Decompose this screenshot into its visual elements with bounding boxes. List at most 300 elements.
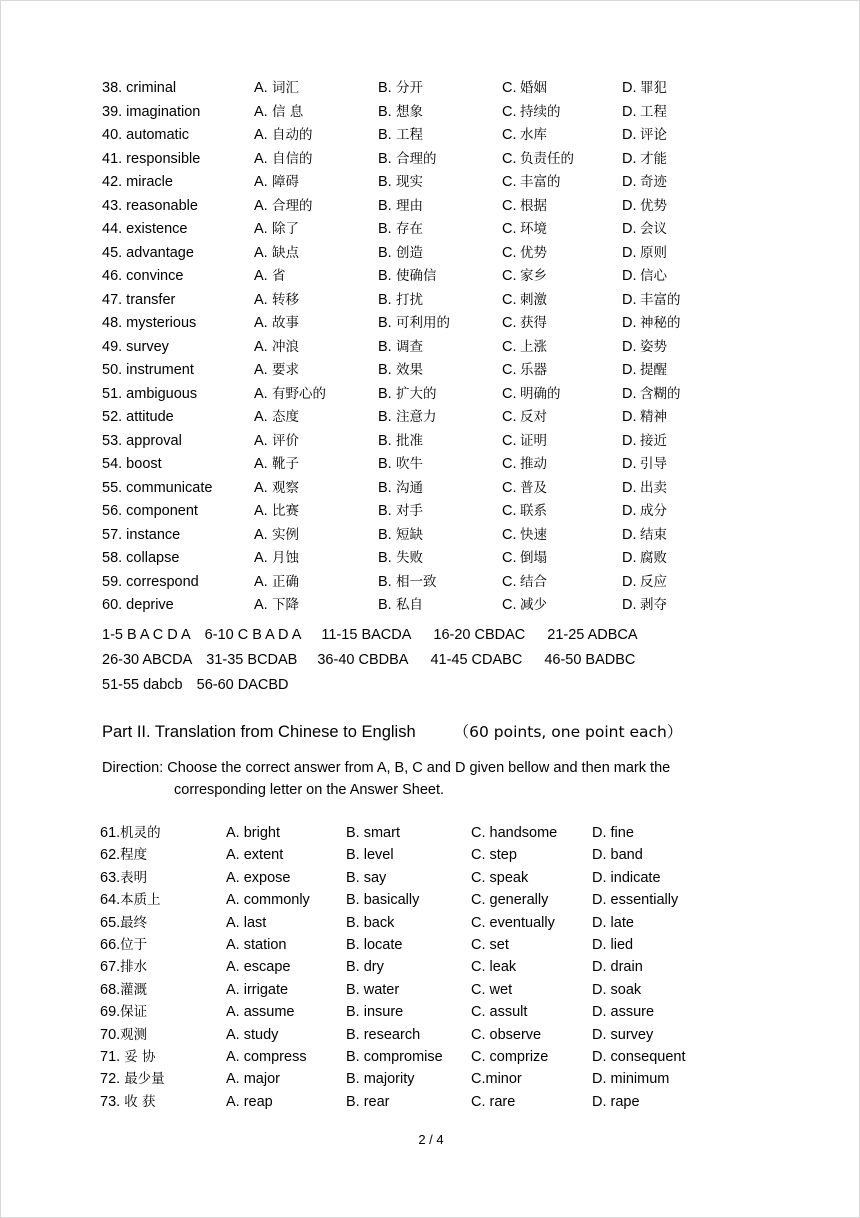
option-c[interactable]: C.minor [471, 1071, 522, 1088]
option-a[interactable] [254, 406, 299, 430]
option-b[interactable] [378, 500, 423, 524]
question-number: 73. [100, 1093, 125, 1110]
option-letter-c: C. [502, 150, 517, 167]
question-number: 72. [100, 1071, 125, 1088]
option-a[interactable] [254, 124, 313, 148]
option-text-c: 获得 [520, 315, 547, 331]
question-chinese-word: 程度 [120, 847, 148, 864]
option-d[interactable]: D. essentially [592, 892, 679, 909]
option-text-a: 有野心的 [272, 385, 326, 402]
vocabulary-row [102, 406, 802, 430]
question-number-and-word [100, 1001, 147, 1023]
option-text-a: 除了 [272, 221, 299, 237]
option-letter-d: D. [622, 244, 637, 261]
option-b[interactable]: B. majority [346, 1071, 415, 1088]
answer-key-group: 41-45 CDABC [430, 652, 523, 668]
answer-key-group: 51-55 dabcb [102, 677, 183, 693]
question-number-and-word: 47. transfer [102, 291, 176, 308]
option-c[interactable] [502, 524, 547, 548]
option-a[interactable] [254, 336, 299, 360]
option-text-c: 乐器 [520, 362, 547, 378]
option-text-d: 丰富的 [640, 291, 681, 308]
option-d[interactable] [622, 477, 667, 501]
option-d[interactable]: D. minimum [592, 1071, 670, 1088]
question-number: 67. [100, 959, 121, 976]
option-text-a: 冲浪 [272, 338, 299, 355]
vocabulary-row [102, 77, 802, 101]
question-number: 69. [100, 1004, 121, 1021]
option-text-a: 正确 [272, 573, 299, 590]
option-b[interactable]: B. level [346, 847, 394, 864]
option-d[interactable] [622, 500, 667, 524]
option-b[interactable] [378, 477, 423, 501]
option-text-d: 奇迹 [640, 174, 667, 190]
question-number-and-word: 48. mysterious [102, 315, 197, 331]
option-text-b: 扩大的 [396, 385, 437, 402]
option-text-d: 优势 [640, 197, 667, 214]
option-text-d: 才能 [640, 150, 667, 167]
translation-row [100, 1091, 800, 1113]
question-number-and-word: 42. miracle [102, 174, 173, 190]
option-a[interactable] [254, 195, 313, 219]
option-a[interactable]: A. reap [226, 1093, 273, 1110]
option-letter-b: B. [378, 456, 392, 472]
vocabulary-row [102, 195, 802, 219]
option-b[interactable] [378, 195, 423, 219]
option-letter-b: B. [378, 362, 392, 378]
option-d[interactable] [622, 547, 667, 571]
option-letter-c: C. [502, 80, 517, 96]
option-c[interactable] [502, 312, 547, 336]
option-c[interactable] [502, 336, 547, 360]
option-letter-b: B. [378, 385, 392, 402]
vocabulary-row [102, 148, 802, 172]
option-text-c: 环境 [520, 221, 547, 237]
option-text-b: 沟通 [396, 479, 423, 496]
option-a[interactable] [254, 77, 299, 101]
translation-row [100, 934, 800, 956]
translation-row [100, 1001, 800, 1023]
option-text-c: 证明 [520, 432, 547, 449]
option-letter-d: D. [622, 127, 637, 143]
option-letter-a: A. [254, 244, 268, 261]
option-d[interactable]: D. survey [592, 1026, 654, 1043]
option-a[interactable]: A. major [226, 1071, 280, 1088]
option-letter-c: C. [502, 409, 517, 425]
option-b[interactable] [378, 453, 423, 477]
option-text-c: 优势 [520, 244, 547, 261]
option-c[interactable] [502, 289, 547, 313]
option-d[interactable] [622, 265, 667, 289]
option-a[interactable] [254, 359, 299, 383]
question-number-and-word [100, 844, 147, 866]
option-b[interactable] [378, 524, 423, 548]
option-a[interactable]: A. compress [226, 1048, 307, 1065]
option-text-d: 罪犯 [640, 80, 667, 96]
question-number-and-word [100, 1046, 155, 1068]
option-d[interactable]: D. rape [592, 1093, 640, 1110]
option-text-a: 比赛 [272, 503, 299, 519]
option-a[interactable] [254, 477, 299, 501]
answer-key-line [102, 648, 802, 673]
option-b[interactable] [378, 594, 423, 618]
option-letter-a: A. [254, 268, 268, 284]
option-a[interactable]: A. commonly [226, 892, 310, 909]
question-number-and-word: 41. responsible [102, 150, 201, 167]
option-a[interactable] [254, 430, 299, 454]
option-letter-b: B. [378, 315, 392, 331]
option-c[interactable] [502, 383, 561, 407]
translation-question-list [100, 822, 800, 1113]
option-text-d: 提醒 [640, 362, 667, 378]
option-text-a: 障碍 [272, 174, 299, 190]
option-c[interactable] [502, 195, 547, 219]
direction-label: Direction: [102, 760, 164, 776]
option-a[interactable] [254, 171, 299, 195]
question-number-and-word: 57. instance [102, 526, 181, 543]
option-c[interactable] [502, 77, 547, 101]
option-text-a: 靴子 [272, 456, 299, 472]
option-d[interactable] [622, 289, 681, 313]
direction-line-2: corresponding letter on the Answer Sheet. [174, 782, 445, 798]
option-b[interactable] [378, 383, 437, 407]
option-a[interactable]: A. station [226, 936, 287, 953]
option-letter-a: A. [254, 432, 268, 449]
option-c[interactable] [502, 477, 547, 501]
question-number-and-word: 54. boost [102, 456, 162, 472]
option-text-d: 信心 [640, 268, 667, 284]
option-b[interactable] [378, 218, 423, 242]
option-a[interactable] [254, 242, 299, 266]
option-letter-b: B. [378, 80, 392, 96]
option-text-b: 注意力 [396, 409, 437, 425]
option-letter-a: A. [254, 503, 268, 519]
question-chinese-word: 收 获 [124, 1093, 156, 1110]
option-c[interactable] [502, 265, 547, 289]
option-text-c: 水库 [520, 127, 547, 143]
option-letter-b: B. [378, 244, 392, 261]
option-letter-d: D. [622, 150, 637, 167]
option-b[interactable]: B. locate [346, 936, 403, 953]
option-c[interactable] [502, 359, 547, 383]
question-number-and-word: 40. automatic [102, 127, 190, 143]
option-a[interactable]: A. bright [226, 825, 280, 841]
option-d[interactable]: D. fine [592, 825, 634, 841]
question-number-and-word: 59. correspond [102, 573, 199, 590]
option-d[interactable] [622, 171, 667, 195]
option-b[interactable] [378, 430, 423, 454]
option-a[interactable]: A. irrigate [226, 981, 289, 998]
option-letter-a: A. [254, 174, 268, 190]
option-c[interactable]: C. comprize [471, 1048, 549, 1065]
option-letter-c: C. [502, 550, 517, 566]
option-d[interactable] [622, 453, 667, 477]
option-text-a: 缺点 [272, 244, 299, 261]
option-a[interactable]: A. study [226, 1026, 279, 1043]
option-text-b: 分开 [396, 80, 423, 96]
part-two-direction [102, 757, 802, 801]
option-b[interactable] [378, 242, 423, 266]
option-c[interactable]: C. generally [471, 892, 549, 909]
option-d[interactable]: D. drain [592, 959, 643, 976]
option-c[interactable] [502, 453, 547, 477]
option-c[interactable]: C. assult [471, 1004, 528, 1021]
question-number-and-word: 43. reasonable [102, 197, 198, 214]
option-d[interactable] [622, 524, 667, 548]
question-number: 63. [100, 869, 121, 886]
option-a[interactable] [254, 383, 326, 407]
option-b[interactable]: B. smart [346, 825, 400, 841]
option-b[interactable]: B. research [346, 1026, 421, 1043]
option-a[interactable] [254, 101, 303, 125]
option-c[interactable] [502, 500, 547, 524]
option-d[interactable] [622, 218, 667, 242]
option-text-c: 倒塌 [520, 550, 547, 566]
option-b[interactable]: B. back [346, 914, 395, 931]
option-d[interactable] [622, 406, 667, 430]
option-letter-a: A. [254, 456, 268, 472]
option-letter-a: A. [254, 550, 268, 566]
option-b[interactable] [378, 171, 423, 195]
option-letter-a: A. [254, 221, 268, 237]
option-text-d: 精神 [640, 409, 667, 425]
option-d[interactable] [622, 312, 681, 336]
option-d[interactable] [622, 101, 667, 125]
option-c[interactable] [502, 124, 547, 148]
option-c[interactable] [502, 242, 547, 266]
option-c[interactable] [502, 406, 547, 430]
option-letter-d: D. [622, 268, 637, 284]
option-letter-a: A. [254, 315, 268, 331]
translation-row [100, 1024, 800, 1046]
option-text-b: 现实 [396, 174, 423, 190]
option-letter-b: B. [378, 597, 392, 613]
option-b[interactable] [378, 77, 423, 101]
option-c[interactable]: C. step [471, 847, 517, 864]
option-a[interactable] [254, 547, 299, 571]
option-letter-b: B. [378, 526, 392, 543]
option-d[interactable] [622, 359, 667, 383]
option-a[interactable]: A. escape [226, 959, 291, 976]
option-a[interactable]: A. last [226, 914, 267, 931]
option-b[interactable]: B. rear [346, 1093, 390, 1110]
option-c[interactable]: C. eventually [471, 914, 555, 931]
option-c[interactable] [502, 594, 547, 618]
option-d[interactable]: D. assure [592, 1004, 655, 1021]
option-a[interactable] [254, 218, 299, 242]
question-chinese-word: 表明 [120, 869, 148, 886]
option-d[interactable] [622, 77, 667, 101]
option-a[interactable] [254, 500, 299, 524]
translation-row [100, 1046, 800, 1068]
question-number-and-word: 51. ambiguous [102, 385, 198, 402]
question-number-and-word [100, 912, 147, 934]
option-letter-c: C. [502, 221, 517, 237]
option-text-b: 短缺 [396, 526, 423, 543]
option-b[interactable] [378, 148, 437, 172]
option-c[interactable] [502, 148, 574, 172]
option-b[interactable]: B. basically [346, 892, 420, 909]
option-text-d: 会议 [640, 221, 667, 237]
answer-key-group: 1-5 B A C D A [102, 627, 191, 643]
option-c[interactable]: C. wet [471, 981, 513, 998]
vocabulary-row [102, 430, 802, 454]
part-two-points: （60 points, one point each） [453, 723, 683, 741]
answer-key-group: 11-15 BACDA [321, 627, 412, 643]
option-d[interactable] [622, 148, 667, 172]
option-b[interactable]: B. water [346, 981, 400, 998]
option-text-b: 使确信 [396, 268, 437, 284]
question-chinese-word: 位于 [120, 936, 148, 953]
translation-row [100, 822, 800, 844]
question-number-and-word [100, 1091, 155, 1113]
option-text-c: 反对 [520, 409, 547, 425]
option-a[interactable]: A. extent [226, 847, 284, 864]
option-letter-a: A. [254, 479, 268, 496]
option-text-c: 减少 [520, 597, 547, 613]
option-d[interactable]: D. consequent [592, 1048, 686, 1065]
option-c[interactable]: C. set [471, 936, 509, 953]
option-c[interactable]: C. handsome [471, 825, 558, 841]
option-d[interactable] [622, 594, 667, 618]
option-text-d: 反应 [640, 573, 667, 590]
option-b[interactable] [378, 101, 423, 125]
option-text-b: 存在 [396, 221, 423, 237]
option-b[interactable] [378, 124, 423, 148]
option-b[interactable] [378, 406, 437, 430]
option-a[interactable] [254, 524, 299, 548]
option-letter-c: C. [502, 432, 517, 449]
option-d[interactable]: D. lied [592, 936, 634, 953]
option-text-b: 私自 [396, 597, 423, 613]
option-d[interactable] [622, 571, 667, 595]
option-d[interactable]: D. late [592, 914, 634, 931]
option-letter-c: C. [502, 174, 517, 190]
option-c[interactable] [502, 101, 561, 125]
option-b[interactable] [378, 547, 423, 571]
option-letter-a: A. [254, 338, 268, 355]
translation-row [100, 979, 800, 1001]
option-a[interactable] [254, 265, 286, 289]
option-text-b: 吹牛 [396, 456, 423, 472]
question-number-and-word: 60. deprive [102, 597, 174, 613]
option-d[interactable]: D. indicate [592, 869, 661, 886]
question-number-and-word [100, 867, 147, 889]
vocabulary-row [102, 453, 802, 477]
option-c[interactable] [502, 171, 561, 195]
option-a[interactable] [254, 453, 299, 477]
vocabulary-row [102, 336, 802, 360]
option-b[interactable] [378, 336, 423, 360]
option-text-b: 理由 [396, 197, 423, 214]
option-letter-a: A. [254, 385, 268, 402]
option-a[interactable] [254, 312, 299, 336]
option-letter-b: B. [378, 409, 392, 425]
option-a[interactable]: A. expose [226, 869, 291, 886]
option-text-c: 上涨 [520, 338, 547, 355]
option-letter-c: C. [502, 268, 517, 284]
option-c[interactable]: C. observe [471, 1026, 542, 1043]
option-c[interactable] [502, 218, 547, 242]
option-b[interactable]: B. compromise [346, 1048, 443, 1065]
option-letter-a: A. [254, 597, 268, 613]
option-text-d: 含糊的 [640, 385, 681, 402]
question-chinese-word: 最少量 [124, 1071, 165, 1088]
option-b[interactable] [378, 571, 437, 595]
option-b[interactable]: B. dry [346, 959, 384, 976]
option-text-d: 神秘的 [640, 315, 681, 331]
option-d[interactable] [622, 336, 667, 360]
option-c[interactable]: C. rare [471, 1093, 516, 1110]
option-b[interactable] [378, 312, 450, 336]
question-number-and-word [100, 822, 161, 844]
option-text-a: 月蚀 [272, 550, 299, 566]
option-text-b: 可利用的 [396, 315, 450, 331]
option-b[interactable] [378, 359, 423, 383]
option-d[interactable]: D. soak [592, 981, 642, 998]
option-a[interactable] [254, 594, 299, 618]
option-c[interactable] [502, 547, 547, 571]
option-d[interactable] [622, 195, 667, 219]
question-chinese-word: 机灵的 [120, 825, 161, 841]
answer-key-group: 21-25 ADBCA [547, 627, 638, 643]
option-d[interactable] [622, 430, 667, 454]
option-text-c: 丰富的 [520, 174, 561, 190]
translation-row [100, 844, 800, 866]
part-two-heading [102, 720, 822, 742]
option-letter-d: D. [622, 526, 637, 543]
option-b[interactable] [378, 289, 423, 313]
option-d[interactable] [622, 242, 667, 266]
answer-key-group: 26-30 ABCDA [102, 652, 193, 668]
option-b[interactable]: B. insure [346, 1004, 404, 1021]
option-letter-d: D. [622, 221, 637, 237]
option-text-b: 批准 [396, 432, 423, 449]
option-letter-b: B. [378, 573, 392, 590]
option-text-a: 评价 [272, 432, 299, 449]
option-a[interactable] [254, 571, 299, 595]
question-chinese-word: 观测 [120, 1026, 148, 1043]
vocabulary-row [102, 547, 802, 571]
option-c[interactable]: C. leak [471, 959, 517, 976]
option-a[interactable]: A. assume [226, 1004, 295, 1021]
question-number-and-word [100, 979, 147, 1001]
option-c[interactable]: C. speak [471, 869, 529, 886]
option-c[interactable] [502, 571, 547, 595]
option-c[interactable] [502, 430, 547, 454]
option-letter-c: C. [502, 127, 517, 143]
option-text-a: 合理的 [272, 197, 313, 214]
option-letter-a: A. [254, 573, 268, 590]
option-b[interactable]: B. say [346, 869, 387, 886]
option-a[interactable] [254, 148, 313, 172]
option-b[interactable] [378, 265, 437, 289]
option-letter-b: B. [378, 197, 392, 214]
option-d[interactable] [622, 383, 681, 407]
option-letter-d: D. [622, 456, 637, 472]
option-letter-d: D. [622, 315, 637, 331]
option-text-c: 联系 [520, 503, 547, 519]
option-text-c: 持续的 [520, 103, 561, 120]
option-d[interactable]: D. band [592, 847, 643, 864]
option-letter-b: B. [378, 221, 392, 237]
option-d[interactable] [622, 124, 667, 148]
option-a[interactable] [254, 289, 299, 313]
question-number-and-word: 55. communicate [102, 479, 213, 496]
option-text-c: 普及 [520, 479, 547, 496]
option-letter-a: A. [254, 291, 268, 308]
vocabulary-row [102, 218, 802, 242]
